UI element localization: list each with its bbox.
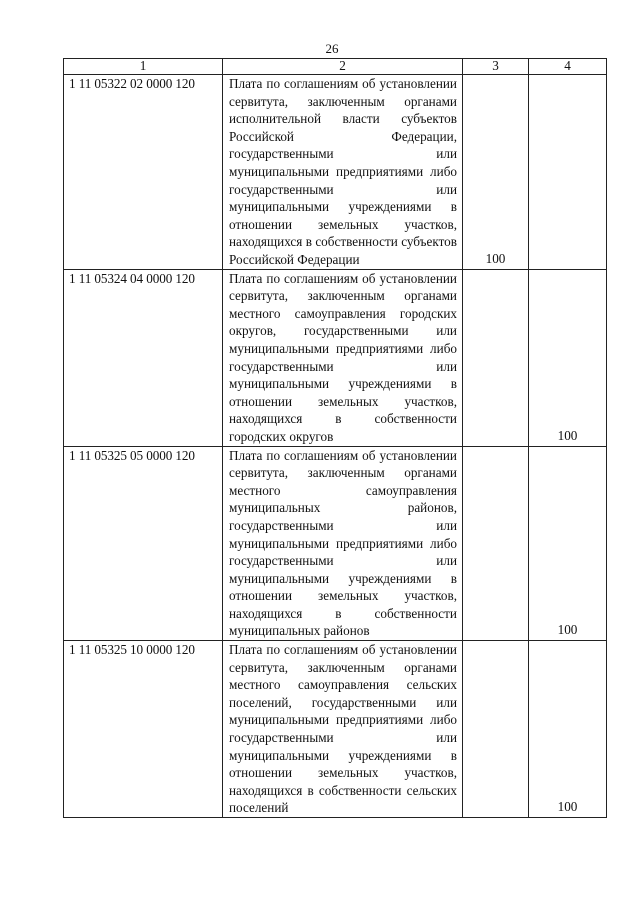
- column-3-value: 100: [485, 250, 506, 266]
- table-row: [64, 641, 607, 818]
- column-4-cell: [529, 75, 607, 270]
- column-4-cell: [529, 269, 607, 446]
- budget-code-cell: 1 11 05325 10 0000 120: [64, 641, 223, 818]
- table-row: [64, 446, 607, 641]
- budget-code-table: [63, 58, 607, 818]
- budget-code-cell: 1 11 05322 02 0000 120: [64, 75, 223, 270]
- column-4-cell: [529, 446, 607, 641]
- column-4-value: 100: [557, 799, 578, 815]
- header-row: [64, 59, 607, 75]
- column-3-cell: [463, 641, 529, 818]
- description-cell: Плата по соглашениям об установлении сервитута, заключенным органами местного самоуправления муниципальных районов, государственными или муниципальными предприятиями либо государственными или муниципальными учреждениями в отношении земельных участков, находящихся в собственности муниципальных районов: [223, 446, 463, 641]
- column-3-cell: [463, 269, 529, 446]
- description-cell: Плата по соглашениям об установлении сервитута, заключенным органами местного самоуправления городских округов, государственными или муниципальными предприятиями либо государственными или муниципальными учреждениями в отношении земельных участков, находящихся в собственности городских округов: [223, 269, 463, 446]
- column-header-2: 2: [223, 59, 463, 75]
- description-cell: Плата по соглашениям об установлении сервитута, заключенным органами местного самоуправления сельских поселений, государственными или муниципальными предприятиями либо государственными или муниципальными учреждениями в отношении земельных участков, находящихся в собственности сельских поселений: [223, 641, 463, 818]
- table-row: [64, 269, 607, 446]
- column-header-3: 3: [463, 59, 529, 75]
- column-3-cell: [463, 75, 529, 270]
- budget-code-cell: 1 11 05324 04 0000 120: [64, 269, 223, 446]
- table-row: [64, 75, 607, 270]
- budget-code-cell: 1 11 05325 05 0000 120: [64, 446, 223, 641]
- description-cell: Плата по соглашениям об установлении сервитута, заключенным органами исполнительной власти субъектов Российской Федерации, государственными или муниципальными предприятиями либо государственными или муниципальными учреждениями в отношении земельных участков, находящихся в собственности субъектов Российской Федерации: [223, 75, 463, 270]
- column-4-value: 100: [557, 427, 578, 443]
- table-body: [64, 75, 607, 818]
- column-header-1: 1: [64, 59, 223, 75]
- page-number: 26: [325, 41, 339, 56]
- column-3-cell: [463, 446, 529, 641]
- column-4-value: 100: [557, 622, 578, 638]
- column-header-4: 4: [529, 59, 607, 75]
- column-4-cell: [529, 641, 607, 818]
- table-header: [64, 59, 607, 75]
